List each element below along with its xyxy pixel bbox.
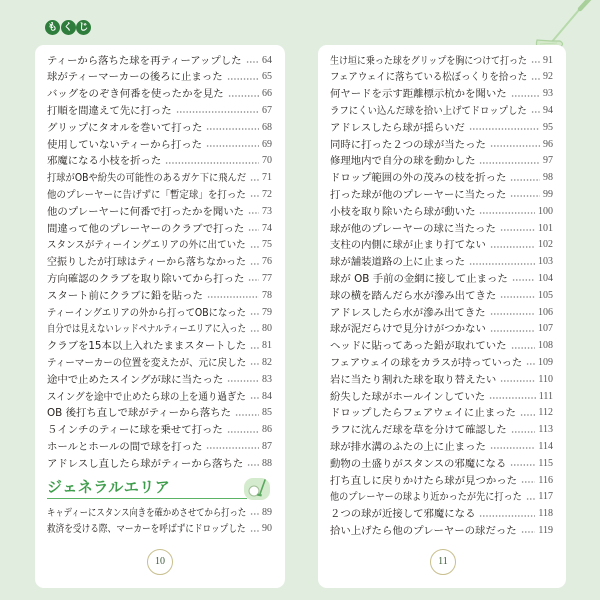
dot-leader	[531, 77, 540, 81]
toc-entry	[47, 521, 272, 538]
toc-list	[47, 53, 272, 473]
toc-entry-page-number: 111	[538, 390, 553, 402]
toc-entry	[47, 422, 272, 439]
contents-title	[45, 20, 92, 35]
dot-leader	[250, 178, 259, 182]
toc-entry-page-number: 96	[543, 138, 553, 150]
dot-leader	[479, 211, 535, 215]
dot-leader	[510, 178, 540, 182]
toc-entry	[330, 137, 553, 154]
toc-entry	[47, 53, 272, 70]
toc-entry-title: 球の横を踏んだら水が滲み出てきた	[330, 289, 497, 302]
toc-entry-title: 打球がOBや紛失の可能性のあるガケ下に飛んだ	[47, 172, 247, 185]
toc-entry-page-number: 117	[538, 491, 553, 503]
toc-entry	[330, 170, 553, 187]
toc-entry	[330, 103, 553, 120]
toc-entry-title: 自分では見えないレッドペナルティーエリアに入った	[47, 323, 246, 336]
toc-entry-page-number: 112	[538, 407, 553, 419]
toc-entry-title: クラブを15本以上入れたままスタートした	[47, 340, 247, 353]
toc-entry-page-number: 76	[262, 256, 272, 268]
toc-entry-page-number: 67	[262, 104, 272, 116]
toc-entry-page-number: 72	[262, 188, 272, 200]
dot-leader	[521, 530, 536, 534]
toc-entry-title: ラフに沈んだ球を草を分けて確認した	[330, 424, 507, 437]
dot-leader	[228, 94, 259, 98]
contents-title-char: く	[61, 20, 76, 35]
contents-title-char: じ	[76, 20, 91, 35]
dot-leader	[207, 295, 259, 299]
toc-entry-page-number: 90	[262, 523, 272, 535]
toc-entry-title: 球がティーマーカーの後ろに止まった	[47, 71, 223, 84]
toc-entry-page-number: 100	[538, 205, 553, 217]
dot-leader	[511, 346, 535, 350]
toc-entry-title: ティーイングエリアの外から打ってOBになった	[47, 306, 246, 319]
toc-entry-title: 生け垣に乗った球をグリップを胸につけて打った	[330, 54, 527, 67]
toc-entry-title: スタンスがティーイングエリアの外に出ていた	[47, 239, 246, 252]
toc-entry	[47, 271, 272, 288]
toc-entry	[330, 355, 553, 372]
toc-entry-page-number: 68	[262, 121, 272, 133]
toc-entry-title: 球が泥だらけで見分けがつかない	[330, 323, 486, 336]
toc-entry	[330, 372, 553, 389]
toc-entry-page-number: 110	[538, 373, 553, 385]
toc-entry-page-number: 78	[262, 289, 272, 301]
toc-entry-title: 球が排水溝のふたの上に止まった	[330, 440, 486, 453]
toc-entry-title: OB 後打ち直しで球がティーから落ちた	[47, 407, 232, 420]
toc-entry	[330, 473, 553, 490]
toc-entry-title: 岩に当たり割れた球を取り替えたい	[330, 373, 497, 386]
toc-entry-title: 邪魔になる小枝を折った	[47, 155, 162, 168]
dot-leader	[521, 480, 535, 484]
dot-leader	[490, 245, 535, 249]
toc-entry	[47, 254, 272, 271]
toc-entry-title: ホールとホールの間で球を打った	[47, 440, 203, 453]
toc-entry-title: ティーから落ちた球を再ティーアップした	[47, 54, 242, 67]
toc-entry-page-number: 87	[262, 440, 272, 452]
toc-entry-title: 小枝を取り除いたら球が動いた	[330, 205, 476, 218]
toc-entry	[330, 271, 553, 288]
toc-entry-title: 使用していないティーから打った	[47, 138, 203, 151]
dot-leader	[510, 463, 535, 467]
toc-entry-title: キャディーにスタンス向きを確かめさせてから打った	[47, 506, 247, 519]
dot-leader	[248, 228, 259, 232]
toc-entry-page-number: 95	[543, 121, 553, 133]
toc-entry-page-number: 101	[538, 222, 553, 234]
toc-entry-page-number: 91	[543, 54, 553, 66]
toc-entry	[47, 305, 272, 322]
toc-entry	[47, 204, 272, 221]
dot-leader	[250, 262, 259, 266]
dot-leader	[479, 161, 540, 165]
toc-entry-title: 球が舗装道路の上に止まった	[330, 256, 466, 269]
toc-entry-title: アドレスしたら球が揺らいだ	[330, 121, 465, 134]
dot-leader	[250, 329, 259, 333]
toc-entry-title: 方向確認のクラブを取り除いてから打った	[47, 272, 245, 285]
toc-entry	[330, 523, 553, 540]
dot-leader	[206, 446, 259, 450]
toc-entry	[47, 288, 272, 305]
toc-entry	[330, 120, 553, 137]
toc-entry	[330, 254, 553, 271]
page-number: 11	[430, 549, 456, 575]
toc-entry	[47, 86, 272, 103]
toc-entry-page-number: 106	[538, 306, 553, 318]
dot-leader	[520, 413, 535, 417]
toc-entry-page-number: 84	[262, 390, 272, 402]
toc-entry-page-number: 66	[262, 88, 272, 100]
dot-leader	[490, 312, 535, 316]
toc-entry	[47, 221, 272, 238]
toc-entry-title: 打ち直しに戻りかけたら球が見つかった	[330, 474, 518, 487]
toc-entry-page-number: 69	[262, 138, 272, 150]
dot-leader	[511, 94, 540, 98]
toc-entry-title: 同時に打った２つの球が当たった	[330, 138, 486, 151]
toc-entry-title: 球が OB 手前の金網に接して止まった	[330, 272, 508, 285]
dot-leader	[227, 430, 259, 434]
toc-entry-title: 他のプレーヤーに告げずに「暫定球」を打った	[47, 188, 246, 201]
toc-entry-page-number: 85	[262, 407, 272, 419]
toc-entry-page-number: 103	[538, 256, 553, 268]
dot-leader	[479, 514, 535, 518]
toc-entry	[47, 120, 272, 137]
toc-entry-page-number: 65	[262, 71, 272, 83]
toc-entry-title: 救済を受ける際、マーカーを呼ばずにドロップした	[47, 523, 246, 536]
toc-entry-title: アドレスし直したら球がティーから落ちた	[47, 457, 244, 470]
contents-title-char: も	[45, 20, 60, 35]
toc-entry-title: 何ヤードを示す距離標示杭かを聞いた	[330, 88, 507, 101]
toc-entry-page-number: 70	[262, 155, 272, 167]
toc-entry	[47, 153, 272, 170]
dot-leader	[500, 295, 535, 299]
dot-leader	[250, 245, 259, 249]
dot-leader	[490, 144, 540, 148]
dot-leader	[206, 144, 259, 148]
toc-entry	[330, 221, 553, 238]
toc-entry	[330, 153, 553, 170]
toc-entry	[47, 355, 272, 372]
toc-entry	[47, 137, 272, 154]
toc-entry-title: 拾い上げたら他のプレーヤーの球だった	[330, 524, 517, 537]
toc-entry-page-number: 73	[262, 205, 272, 217]
toc-entry-page-number: 107	[538, 323, 553, 335]
toc-entry-title: グリップにタオルを巻いて打った	[47, 121, 203, 134]
toc-entry	[47, 103, 272, 120]
toc-entry	[330, 439, 553, 456]
toc-entry	[47, 69, 272, 86]
toc-entry	[47, 439, 272, 456]
page-left	[35, 45, 285, 588]
toc-entry-page-number: 98	[543, 172, 553, 184]
dot-leader	[490, 446, 536, 450]
toc-entry-page-number: 113	[538, 424, 553, 436]
dot-leader	[248, 278, 259, 282]
toc-list	[330, 53, 553, 540]
toc-entry-title: 修理地内で自分の球を動かした	[330, 155, 476, 168]
toc-entry-page-number: 74	[262, 222, 272, 234]
dot-leader	[511, 430, 536, 434]
toc-entry-page-number: 92	[543, 71, 553, 83]
toc-entry	[330, 237, 553, 254]
toc-entry-title: ２つの球が近接して邪魔になる	[330, 508, 476, 521]
toc-entry-page-number: 115	[538, 457, 553, 469]
toc-entry	[330, 187, 553, 204]
toc-entry	[47, 338, 272, 355]
toc-entry-page-number: 77	[262, 272, 272, 284]
toc-entry	[330, 422, 553, 439]
toc-entry	[330, 456, 553, 473]
toc-entry-title: 間違って他のプレーヤーのクラブで打った	[47, 222, 245, 235]
toc-entry-page-number: 88	[262, 457, 272, 469]
toc-entry-title: ５インチのティーに球を乗せて打った	[47, 424, 223, 437]
toc-entry-page-number: 109	[538, 356, 553, 368]
toc-entry	[330, 288, 553, 305]
dot-leader	[250, 312, 259, 316]
toc-entry-page-number: 118	[538, 508, 553, 520]
dot-leader	[531, 60, 540, 64]
toc-entry-page-number: 114	[538, 440, 553, 452]
toc-entry	[330, 86, 553, 103]
dot-leader	[250, 512, 259, 516]
toc-entry-page-number: 104	[538, 272, 553, 284]
section-heading: ジェネラルエリア	[47, 477, 247, 499]
toc-entry-title: 空振りしたが打球はティーから落ちなかった	[47, 256, 246, 269]
dot-leader	[531, 110, 540, 114]
toc-entry	[330, 405, 553, 422]
golf-ball-and-club-icon	[243, 477, 271, 501]
toc-entry-title: 他のプレーヤーに何番で打ったかを聞いた	[47, 205, 245, 218]
toc-entry-title: ヘッドに貼ってあった鉛が取れていた	[330, 340, 507, 353]
toc-entry	[47, 321, 272, 338]
toc-entry-page-number: 97	[543, 155, 553, 167]
toc-entry	[330, 338, 553, 355]
dot-leader	[526, 362, 535, 366]
dot-leader	[248, 211, 259, 215]
dot-leader	[469, 262, 535, 266]
toc-entry-page-number: 116	[538, 474, 553, 486]
dot-leader	[526, 497, 536, 501]
toc-entry-title: 紛失した球がホールインしていた	[330, 390, 486, 403]
dot-leader	[227, 77, 259, 81]
toc-entry	[47, 372, 272, 389]
toc-entry	[330, 489, 553, 506]
dot-leader	[176, 110, 259, 114]
toc-entry-page-number: 102	[538, 239, 553, 251]
toc-entry	[47, 505, 272, 522]
page-right	[318, 45, 566, 588]
toc-entry-page-number: 71	[262, 172, 272, 184]
toc-entry-title: フェアウェイの球をカラスが持っていった	[330, 356, 523, 369]
dot-leader	[206, 127, 259, 131]
dot-leader	[250, 396, 259, 400]
toc-entry	[47, 170, 272, 187]
dot-leader	[500, 379, 535, 383]
toc-entry-title: スイングを途中で止めたら球の上を通り過ぎた	[47, 390, 246, 403]
toc-entry-page-number: 94	[543, 104, 553, 116]
toc-entry-title: 支柱の内側に球が止まり打てない	[330, 239, 486, 252]
toc-list	[47, 505, 272, 539]
toc-entry-page-number: 86	[262, 424, 272, 436]
dot-leader	[512, 278, 535, 282]
toc-entry-title: ティーマーカーの位置を変えたが、元に戻した	[47, 356, 247, 369]
toc-entry-page-number: 99	[543, 188, 553, 200]
toc-entry	[330, 321, 553, 338]
toc-entry-page-number: 83	[262, 373, 272, 385]
dot-leader	[489, 396, 536, 400]
toc-entry-title: バッグをのぞき何番を使ったかを見た	[47, 88, 224, 101]
toc-entry-title: 打順を間違えて先に打った	[47, 104, 172, 117]
dot-leader	[165, 161, 259, 165]
toc-entry-page-number: 79	[262, 306, 272, 318]
dot-leader	[500, 228, 535, 232]
toc-entry-title: 球が他のプレーヤーの球に当たった	[330, 222, 496, 235]
toc-entry	[330, 53, 553, 70]
toc-entry-page-number: 89	[262, 506, 272, 518]
toc-entry-title: ドロップしたらフェアウェイに止まった	[330, 407, 516, 420]
dot-leader	[490, 329, 535, 333]
toc-entry-title: アドレスしたら水が滲み出てきた	[330, 306, 486, 319]
toc-entry-page-number: 93	[543, 88, 553, 100]
toc-entry	[330, 389, 553, 406]
toc-entry-page-number: 119	[538, 524, 553, 536]
dot-leader	[250, 194, 259, 198]
toc-entry-title: スタート前にクラブに鉛を貼った	[47, 289, 203, 302]
dot-leader	[250, 362, 259, 366]
toc-entry-title: ドロップ範囲の外の茂みの枝を折った	[330, 172, 507, 185]
toc-entry	[47, 405, 272, 422]
toc-entry-title: フェアウェイに落ちている松ぼっくりを拾った	[330, 71, 528, 84]
page-number: 10	[147, 549, 173, 575]
toc-entry	[330, 204, 553, 221]
toc-entry-page-number: 75	[262, 239, 272, 251]
dot-leader	[510, 194, 540, 198]
dot-leader	[250, 346, 259, 350]
dot-leader	[227, 379, 259, 383]
toc-entry-title: 動物の土盛りがスタンスの邪魔になる	[330, 457, 507, 470]
toc-entry-page-number: 82	[262, 356, 272, 368]
toc-entry-page-number: 80	[262, 323, 272, 335]
toc-entry-title: 打った球が他のプレーヤーに当たった	[330, 188, 507, 201]
dot-leader	[235, 413, 259, 417]
dot-leader	[247, 463, 259, 467]
toc-entry-page-number: 64	[262, 54, 272, 66]
dot-leader	[250, 529, 259, 533]
toc-entry-page-number: 81	[262, 340, 272, 352]
toc-entry-title: 他のプレーヤーの球より近かったが先に打った	[330, 491, 522, 504]
toc-entry	[330, 69, 553, 86]
toc-entry	[47, 237, 272, 254]
toc-entry-title: ラフにくい込んだ球を拾い上げてドロップした	[330, 104, 527, 117]
toc-entry	[47, 187, 272, 204]
toc-entry	[47, 456, 272, 473]
toc-entry	[330, 305, 553, 322]
toc-entry-title: 途中で止めたスイングが球に当たった	[47, 373, 224, 386]
toc-entry-page-number: 108	[538, 340, 553, 352]
toc-entry	[47, 389, 272, 406]
toc-entry	[330, 506, 553, 523]
dot-leader	[469, 127, 540, 131]
toc-entry-page-number: 105	[538, 289, 553, 301]
dot-leader	[246, 60, 259, 64]
